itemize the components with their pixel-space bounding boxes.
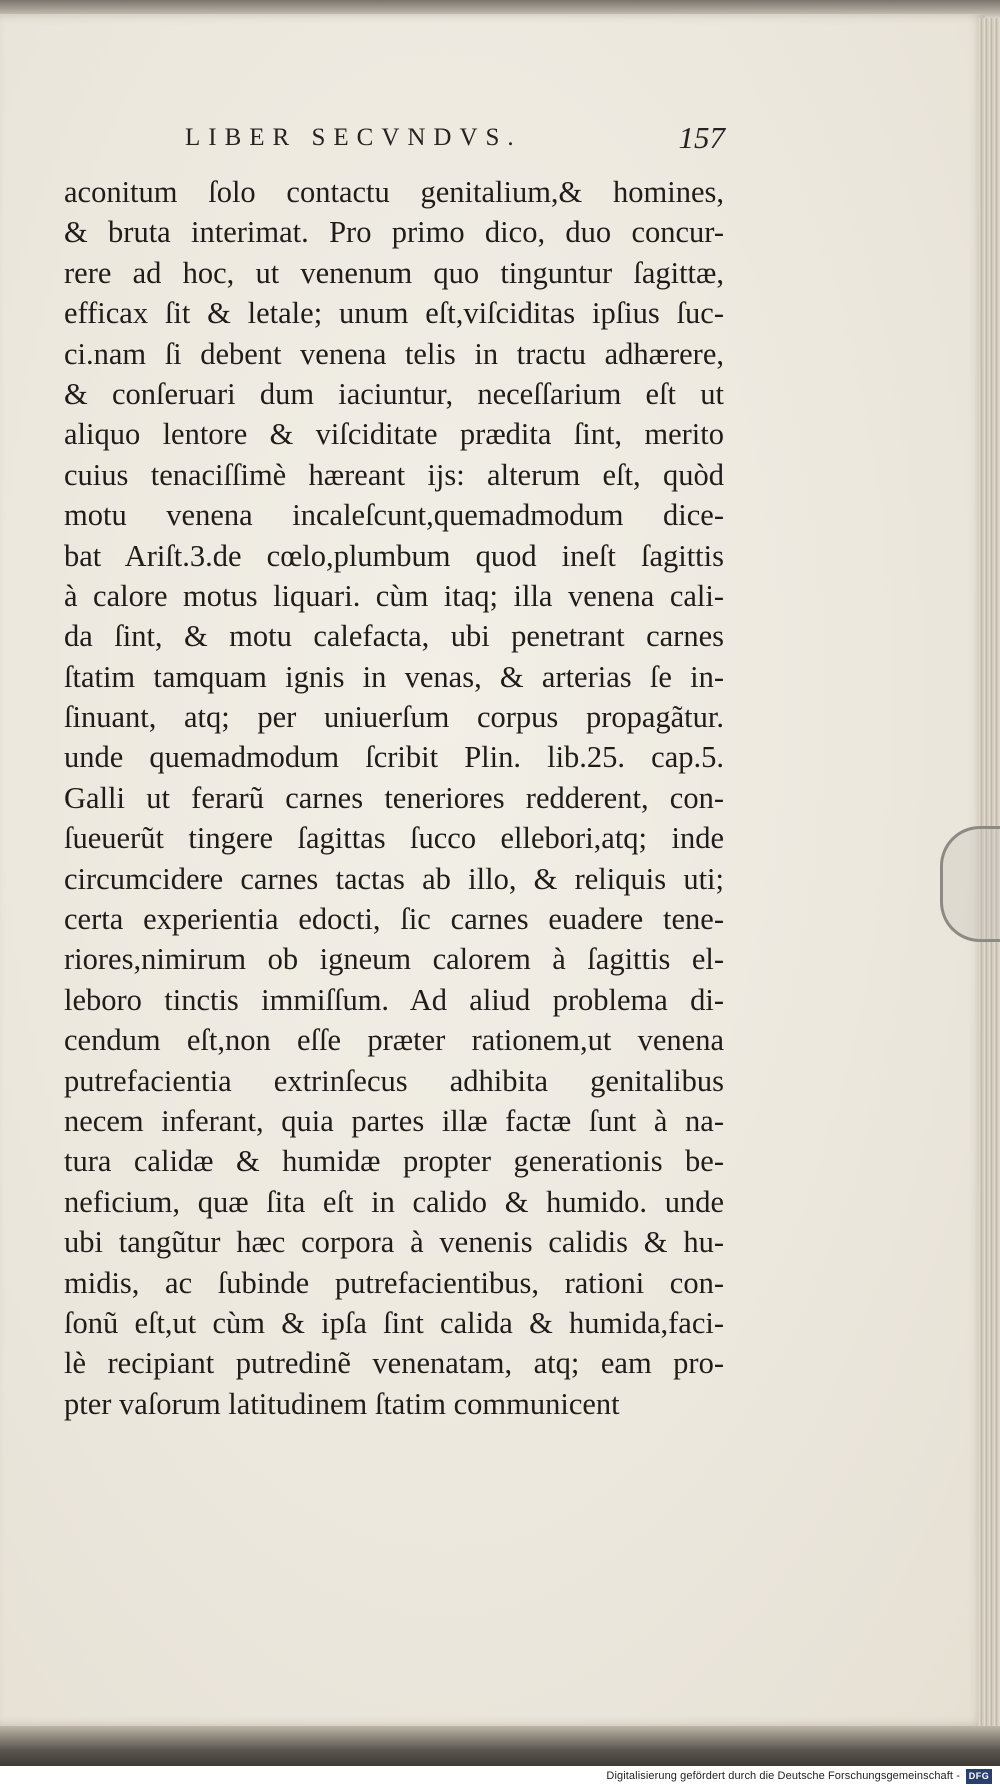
text-line: riores,nimirum ob igneum calorem à ſagittis el- — [64, 942, 724, 977]
digitization-credit: Digitalisierung gefördert durch die Deutsche Forschungsgemeinschaft - — [606, 1770, 960, 1782]
text-line: certa experientia edocti, ſic carnes euadere tene- — [64, 902, 724, 937]
text-line: circumcidere carnes tactas ab illo, & reliquis uti; — [64, 861, 724, 896]
body-text — [64, 172, 724, 1424]
page-number: 157 — [678, 120, 725, 155]
text-line: motu venena incaleſcunt,quemadmodum dice- — [64, 498, 724, 533]
text-line: ſinuant, atq; per uniuerſum corpus propagãtur. — [64, 700, 724, 735]
text-line: cendum eſt,non eſſe præter rationem,ut venena — [64, 1023, 724, 1058]
binding-shadow — [0, 1726, 1000, 1766]
text-line: putrefacientia extrinſecus adhibita genitalibus — [64, 1063, 724, 1098]
text-line: à calore motus liquari. cùm itaq; illa venena cali- — [64, 578, 724, 613]
text-line: rere ad hoc, ut venenum quo tinguntur ſagittæ, — [64, 255, 724, 290]
text-line: & conſeruari dum iaciuntur, neceſſarium eſt ut — [64, 376, 724, 411]
text-line: cuius tenaciſſimè hæreant ijs: alterum eſt, quòd — [64, 457, 724, 492]
text-line: ſueuerũt tingere ſagittas ſucco ellebori,atq; inde — [64, 821, 724, 856]
text-line: midis, ac ſubinde putrefacientibus, rationi con- — [64, 1265, 724, 1300]
text-line: da ſint, & motu calefacta, ubi penetrant carnes — [64, 619, 724, 654]
running-head: LIBER SECVNDVS. — [185, 124, 522, 151]
footer-bar — [0, 1766, 1000, 1790]
text-line: unde quemadmodum ſcribit Plin. lib.25. cap.5. — [64, 740, 724, 775]
text-line: efficax ſit & letale; unum eſt,viſciditas ipſius ſuc- — [64, 296, 724, 331]
text-line: leboro tinctis immiſſum. Ad aliud problema di- — [64, 982, 724, 1017]
text-line: ſtatim tamquam ignis in venas, & arterias ſe in- — [64, 659, 724, 694]
text-line: Galli ut ferarũ carnes teneriores redderent, con- — [64, 780, 724, 815]
page-clip — [940, 826, 1000, 942]
text-line: ubi tangũtur hæc corpora à venenis calidis & hu- — [64, 1225, 724, 1260]
page-header — [185, 120, 725, 160]
text-line: pter vaſorum latitudinem ſtatim communicent — [64, 1386, 620, 1421]
text-line: ci.nam ſi debent venena telis in tractu adhærere, — [64, 336, 724, 371]
text-line: necem inferant, quia partes illæ factæ ſunt à na- — [64, 1103, 724, 1138]
text-line: neficium, quæ ſita eſt in calido & humido. unde — [64, 1184, 724, 1219]
dfg-logo: DFG — [966, 1769, 992, 1784]
text-line: lè recipiant putredinẽ venenatam, atq; eam pro- — [64, 1346, 724, 1381]
text-line: aconitum ſolo contactu genitalium,& homines, — [64, 175, 724, 209]
text-line: ſonũ eſt,ut cùm & ipſa ſint calida & humida,faci- — [64, 1305, 724, 1340]
text-line: & bruta interimat. Pro primo dico, duo concur- — [64, 215, 724, 250]
text-line: bat Ariſt.3.de cœlo,plumbum quod ineſt ſagittis — [64, 538, 724, 573]
text-line: tura calidæ & humidæ propter generationis be- — [64, 1144, 724, 1179]
text-line: aliquo lentore & viſciditate prædita ſint, merito — [64, 417, 724, 452]
